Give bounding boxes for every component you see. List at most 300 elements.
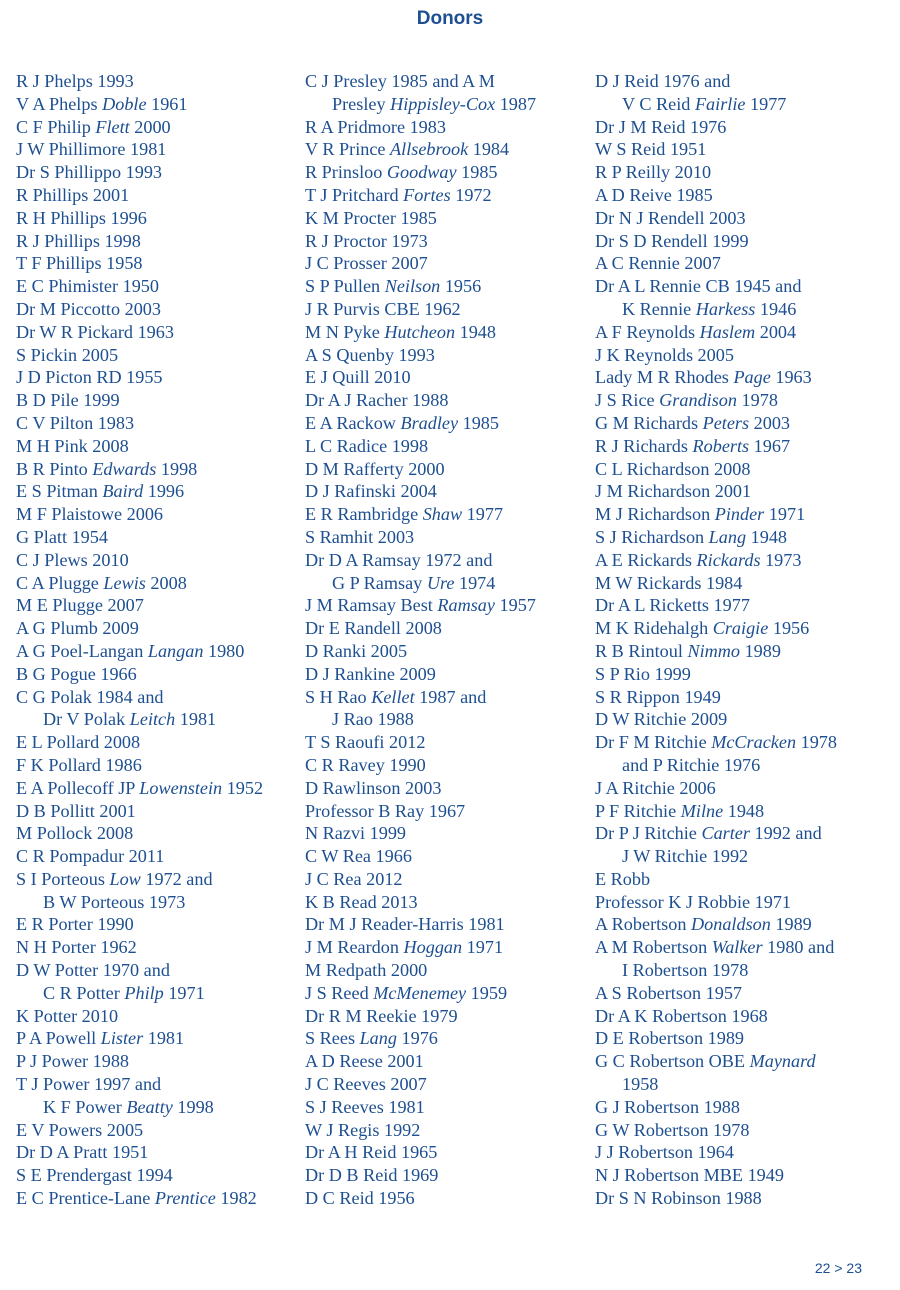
donor-text: M H Pink 2008 xyxy=(16,435,129,456)
donor-entry xyxy=(16,913,301,936)
maiden-name: Baird xyxy=(102,481,144,502)
donor-text: P F Ritchie xyxy=(595,800,681,821)
donor-text: G J Robertson 1988 xyxy=(595,1096,740,1117)
donor-text: N Razvi 1999 xyxy=(305,823,407,844)
donor-entry-continuation xyxy=(595,959,880,982)
donor-text: A C Rennie 2007 xyxy=(595,253,721,274)
donor-text: E Robb xyxy=(595,868,651,889)
donor-entry xyxy=(305,754,590,777)
maiden-name: Flett xyxy=(95,116,130,137)
donor-text: 1963 xyxy=(770,367,812,388)
donor-entry xyxy=(595,982,880,1005)
donor-entry xyxy=(16,207,301,230)
donor-entry xyxy=(595,936,880,959)
maiden-name: Nimmo xyxy=(687,640,741,661)
donor-text: 1977 xyxy=(462,504,504,525)
donor-text: E V Powers 2005 xyxy=(16,1119,144,1140)
maiden-name: Low xyxy=(109,868,141,889)
donor-text: V R Prince xyxy=(305,139,391,160)
donor-entry xyxy=(16,594,301,617)
donor-entry xyxy=(305,480,590,503)
donor-text: M Redpath 2000 xyxy=(305,960,428,981)
maiden-name: Kellet xyxy=(371,686,415,707)
donor-text: 1961 xyxy=(146,93,188,114)
donor-text: 1946 xyxy=(755,298,797,319)
donor-entry xyxy=(305,731,590,754)
maiden-name: Maynard xyxy=(749,1051,816,1072)
donor-text: R P Reilly 2010 xyxy=(595,162,712,183)
donor-text: M Pollock 2008 xyxy=(16,823,134,844)
donor-entry xyxy=(16,1187,301,1210)
donor-text: S J Richardson xyxy=(595,526,709,547)
maiden-name: Rickards xyxy=(696,549,761,570)
donor-text: Dr M Piccotto 2003 xyxy=(16,298,161,319)
donor-entry xyxy=(595,503,880,526)
donor-text: W S Reid 1951 xyxy=(595,139,707,160)
donor-entry xyxy=(595,366,880,389)
donor-text: E S Pitman xyxy=(16,481,103,502)
donor-entry xyxy=(305,458,590,481)
donor-text: J R Purvis CBE 1962 xyxy=(305,298,461,319)
donor-column-1 xyxy=(16,70,301,1210)
donor-entry-continuation xyxy=(16,708,301,731)
maiden-name: Edwards xyxy=(92,458,157,479)
maiden-name: Allsebrook xyxy=(390,139,469,160)
donor-text: J M Ramsay Best xyxy=(305,595,438,616)
donor-text: Dr V Polak xyxy=(43,709,130,730)
donor-text: 1978 xyxy=(796,732,837,753)
donor-text: S J Reeves 1981 xyxy=(305,1096,425,1117)
donor-entry-continuation xyxy=(305,572,590,595)
donor-text: 1956 xyxy=(440,276,482,297)
donor-entry xyxy=(305,503,590,526)
donor-text: C A Plugge xyxy=(16,572,104,593)
donor-text: 2000 xyxy=(129,116,171,137)
donor-text: B R Pinto xyxy=(16,458,93,479)
donor-entry xyxy=(595,549,880,572)
donor-text: S H Rao xyxy=(305,686,372,707)
donor-text: B W Porteous 1973 xyxy=(43,891,186,912)
donor-text: J K Reynolds 2005 xyxy=(595,344,734,365)
donor-entry xyxy=(595,435,880,458)
donor-entry xyxy=(305,868,590,891)
maiden-name: Ure xyxy=(426,572,455,593)
donor-entry xyxy=(16,275,301,298)
donor-entry xyxy=(305,275,590,298)
donor-entry xyxy=(16,252,301,275)
donor-entry xyxy=(595,480,880,503)
donor-text: 1974 xyxy=(454,572,496,593)
donor-text: Dr S D Rendell 1999 xyxy=(595,230,749,251)
donor-text: J J Robertson 1964 xyxy=(595,1142,734,1163)
donor-text: A G Plumb 2009 xyxy=(16,618,139,639)
donor-text: C J Presley 1985 and A M xyxy=(305,71,495,91)
donor-text: R H Phillips 1996 xyxy=(16,207,147,228)
donor-entry xyxy=(595,1141,880,1164)
donor-entry xyxy=(305,686,590,709)
donor-entry xyxy=(595,640,880,663)
donor-entry xyxy=(16,1073,301,1096)
donor-entry xyxy=(16,526,301,549)
donor-text: 1989 xyxy=(740,640,781,661)
maiden-name: Shaw xyxy=(422,504,463,525)
maiden-name: McMenemey xyxy=(373,982,467,1003)
donor-text: V C Reid xyxy=(622,93,695,114)
donor-entry xyxy=(305,549,590,572)
donor-text: J C Rea 2012 xyxy=(305,868,403,889)
donor-text: C L Richardson 2008 xyxy=(595,458,751,479)
donor-text: C W Rea 1966 xyxy=(305,846,412,867)
donor-entry xyxy=(595,321,880,344)
donor-entry xyxy=(16,161,301,184)
donor-entry xyxy=(16,1005,301,1028)
donor-entry xyxy=(595,184,880,207)
donor-text: F K Pollard 1986 xyxy=(16,754,142,775)
donor-entry xyxy=(595,138,880,161)
donor-text: Dr J M Reid 1976 xyxy=(595,116,727,137)
donor-text: J S Rice xyxy=(595,390,660,411)
donor-entry xyxy=(16,549,301,572)
maiden-name: Walker xyxy=(711,937,763,958)
maiden-name: Harkess xyxy=(695,298,756,319)
donor-text: 1985 xyxy=(456,162,498,183)
donor-entry xyxy=(16,344,301,367)
donor-text: Dr E Randell 2008 xyxy=(305,618,442,639)
donor-text: Dr M J Reader-Harris 1981 xyxy=(305,914,505,935)
donor-text: E L Pollard 2008 xyxy=(16,732,141,753)
donor-text: R J Phillips 1998 xyxy=(16,230,141,251)
donor-text: C J Plews 2010 xyxy=(16,549,129,570)
donor-entry xyxy=(595,161,880,184)
donor-entry xyxy=(16,70,301,93)
donor-entry xyxy=(305,822,590,845)
donor-entry xyxy=(305,435,590,458)
donor-entry xyxy=(305,138,590,161)
donor-entry xyxy=(16,868,301,891)
donor-text: S P Pullen xyxy=(305,276,385,297)
donor-entry xyxy=(16,754,301,777)
donor-text: 1948 xyxy=(723,800,765,821)
donor-text: Professor K J Robbie 1971 xyxy=(595,891,792,912)
donor-text: Dr A L Rennie CB 1945 and xyxy=(595,276,802,297)
donor-text: 1971 xyxy=(764,504,806,525)
maiden-name: Donaldson xyxy=(691,914,771,935)
donor-text: D E Robertson 1989 xyxy=(595,1028,745,1049)
donor-text: T J Power 1997 and xyxy=(16,1074,162,1095)
donor-text: Dr S Phillippo 1993 xyxy=(16,162,163,183)
donor-entry xyxy=(16,298,301,321)
donor-entry xyxy=(595,275,880,298)
donor-text: K Potter 2010 xyxy=(16,1005,119,1026)
donor-entry xyxy=(595,1027,880,1050)
maiden-name: Bradley xyxy=(400,412,459,433)
donor-entry xyxy=(305,1050,590,1073)
donor-entry-continuation xyxy=(595,754,880,777)
donor-entry xyxy=(305,913,590,936)
maiden-name: Doble xyxy=(102,93,147,114)
donor-text: Dr D B Reid 1969 xyxy=(305,1165,439,1186)
donor-text: Dr A L Ricketts 1977 xyxy=(595,595,750,616)
donor-entry xyxy=(595,1050,880,1073)
donor-entry xyxy=(595,663,880,686)
donor-text: A Robertson xyxy=(595,914,691,935)
donor-entry xyxy=(595,913,880,936)
donor-text: S Rees xyxy=(305,1028,360,1049)
donor-entry xyxy=(305,1119,590,1142)
donor-text: M J Richardson xyxy=(595,504,715,525)
donor-text: S Ramhit 2003 xyxy=(305,526,415,547)
donor-text: A S Quenby 1993 xyxy=(305,344,435,365)
donor-text: D J Rankine 2009 xyxy=(305,663,436,684)
donor-text: M F Plaistowe 2006 xyxy=(16,504,164,525)
donor-entry xyxy=(595,822,880,845)
donor-text: 1972 xyxy=(450,184,492,205)
donor-text: 1989 xyxy=(770,914,812,935)
donor-text: 1980 and xyxy=(762,937,835,958)
donor-text: 1992 and xyxy=(749,823,822,844)
donor-text: C R Pompadur 2011 xyxy=(16,846,165,867)
donor-text: R A Pridmore 1983 xyxy=(305,116,446,137)
donor-text: Lady M R Rhodes xyxy=(595,367,734,388)
donor-text: T S Raoufi 2012 xyxy=(305,732,426,753)
donor-entry xyxy=(305,526,590,549)
donor-text: 1980 xyxy=(203,640,245,661)
donor-text: G W Robertson 1978 xyxy=(595,1119,750,1140)
donor-text: D W Potter 1970 and xyxy=(16,960,170,981)
donor-text: 1998 xyxy=(172,1096,214,1117)
donor-entry xyxy=(305,252,590,275)
donor-entry xyxy=(305,230,590,253)
donor-entry xyxy=(595,731,880,754)
donor-text: C F Philip xyxy=(16,116,96,137)
donor-entry xyxy=(16,617,301,640)
donor-entry xyxy=(16,1050,301,1073)
donor-text: P J Power 1988 xyxy=(16,1051,130,1072)
donor-entry xyxy=(595,617,880,640)
maiden-name: Roberts xyxy=(692,435,750,456)
donor-entry-continuation xyxy=(16,982,301,1005)
donor-text: 1958 xyxy=(622,1074,659,1095)
donor-text: 1956 xyxy=(768,618,810,639)
donor-entry xyxy=(16,435,301,458)
donor-entry xyxy=(16,366,301,389)
donor-entry xyxy=(16,959,301,982)
donor-text: J C Reeves 2007 xyxy=(305,1074,427,1095)
donor-entry xyxy=(305,1096,590,1119)
donor-text: Dr A H Reid 1965 xyxy=(305,1142,438,1163)
donor-text: R J Proctor 1973 xyxy=(305,230,428,251)
donor-text: G C Robertson OBE xyxy=(595,1051,750,1072)
donor-entry xyxy=(16,412,301,435)
donor-text: E A Pollecoff JP xyxy=(16,777,140,798)
donor-entry xyxy=(305,663,590,686)
donor-text: M K Ridehalgh xyxy=(595,618,713,639)
donor-text: D C Reid 1956 xyxy=(305,1188,415,1209)
donor-entry xyxy=(16,138,301,161)
donor-text: 1967 xyxy=(749,435,791,456)
donor-text: M W Rickards 1984 xyxy=(595,572,743,593)
maiden-name: Langan xyxy=(147,640,204,661)
donor-text: K Rennie xyxy=(622,298,696,319)
donor-text: D M Rafferty 2000 xyxy=(305,458,445,479)
donor-text: E J Quill 2010 xyxy=(305,367,411,388)
donor-text: 2004 xyxy=(755,321,797,342)
donor-entry xyxy=(16,686,301,709)
donor-text: W J Regis 1992 xyxy=(305,1119,421,1140)
donor-entry xyxy=(16,1119,301,1142)
donor-text: 1984 xyxy=(468,139,510,160)
donor-entry-continuation xyxy=(16,891,301,914)
donor-entry xyxy=(305,1141,590,1164)
donor-text: E R Porter 1990 xyxy=(16,914,134,935)
donor-text: 1981 xyxy=(175,709,217,730)
donor-entry-continuation xyxy=(305,93,590,116)
donor-text: Dr F M Ritchie xyxy=(595,732,712,753)
donor-entry xyxy=(305,184,590,207)
donor-text: R Prinsloo xyxy=(305,162,387,183)
donor-text: Dr R M Reekie 1979 xyxy=(305,1005,458,1026)
donor-entry xyxy=(595,526,880,549)
donor-text: 1981 xyxy=(143,1028,185,1049)
donor-entry xyxy=(305,70,590,93)
donor-text: 1998 xyxy=(156,458,198,479)
donor-entry-continuation xyxy=(595,298,880,321)
donor-text: 1959 xyxy=(466,982,508,1003)
donor-text: S I Porteous xyxy=(16,868,110,889)
maiden-name: Pinder xyxy=(714,504,765,525)
donor-entry xyxy=(16,503,301,526)
maiden-name: Lang xyxy=(708,526,747,547)
donor-text: J M Reardon xyxy=(305,937,404,958)
donor-text: Dr D A Ramsay 1972 and xyxy=(305,549,493,570)
maiden-name: Goodway xyxy=(386,162,457,183)
donor-text: J Rao 1988 xyxy=(332,709,414,730)
donor-entry xyxy=(595,868,880,891)
donor-text: E A Rackow xyxy=(305,412,401,433)
donor-text: D J Rafinski 2004 xyxy=(305,481,437,502)
donor-text: C R Potter xyxy=(43,982,125,1003)
donor-entry xyxy=(305,1073,590,1096)
donor-entry xyxy=(595,777,880,800)
donor-entry xyxy=(305,982,590,1005)
donor-entry xyxy=(305,617,590,640)
donor-entry xyxy=(305,959,590,982)
donor-entry xyxy=(305,366,590,389)
maiden-name: Hutcheon xyxy=(384,321,456,342)
donor-entry xyxy=(305,116,590,139)
donor-text: S R Rippon 1949 xyxy=(595,686,721,707)
donor-entry-continuation xyxy=(595,93,880,116)
donor-entry xyxy=(595,252,880,275)
donor-entry xyxy=(595,412,880,435)
donor-entry xyxy=(595,458,880,481)
maiden-name: Page xyxy=(733,367,771,388)
donor-text: J D Picton RD 1955 xyxy=(16,367,163,388)
donor-text: Dr W R Pickard 1963 xyxy=(16,321,174,342)
maiden-name: Ramsay xyxy=(437,595,495,616)
maiden-name: Fairlie xyxy=(694,93,746,114)
donor-text: Dr N J Rendell 2003 xyxy=(595,207,746,228)
donor-entry xyxy=(16,458,301,481)
donor-entry xyxy=(595,230,880,253)
donor-entry xyxy=(16,1027,301,1050)
donor-entry xyxy=(595,1164,880,1187)
donor-text: G P Ramsay xyxy=(332,572,427,593)
donor-text: 1987 xyxy=(495,93,537,114)
donor-text: E C Phimister 1950 xyxy=(16,276,159,297)
donor-text: 1957 xyxy=(494,595,536,616)
donor-text: Dr P J Ritchie xyxy=(595,823,702,844)
donor-text: C R Ravey 1990 xyxy=(305,754,426,775)
maiden-name: Lowenstein xyxy=(139,777,223,798)
donor-entry xyxy=(595,572,880,595)
maiden-name: Peters xyxy=(702,412,750,433)
donor-text: L C Radice 1998 xyxy=(305,435,429,456)
donor-text: 1978 xyxy=(736,390,778,411)
donor-text: R Phillips 2001 xyxy=(16,184,130,205)
donor-entry xyxy=(16,389,301,412)
donor-entry xyxy=(305,594,590,617)
donor-entry xyxy=(595,1096,880,1119)
donor-text: K F Power xyxy=(43,1096,127,1117)
donor-text: 1952 xyxy=(222,777,264,798)
donor-text: I Robertson 1978 xyxy=(622,960,749,981)
donor-text: J W Ritchie 1992 xyxy=(622,846,749,867)
donor-entry-continuation xyxy=(595,1073,880,1096)
donor-entry xyxy=(16,184,301,207)
donor-text: 2003 xyxy=(749,412,790,433)
donor-entry xyxy=(16,845,301,868)
donor-text: B G Pogue 1966 xyxy=(16,663,137,684)
donor-text: 2008 xyxy=(145,572,187,593)
maiden-name: Lang xyxy=(359,1028,397,1049)
donor-text: D B Pollitt 2001 xyxy=(16,800,136,821)
page-number: 22 > 23 xyxy=(814,1260,862,1276)
donor-text: 1971 xyxy=(163,982,205,1003)
donor-text: A G Poel-Langan xyxy=(16,640,148,661)
donor-entry xyxy=(595,1187,880,1210)
donor-text: 1948 xyxy=(746,526,787,547)
donor-entry xyxy=(305,389,590,412)
donor-text: 1948 xyxy=(455,321,496,342)
donor-entry xyxy=(16,321,301,344)
donor-entry xyxy=(16,230,301,253)
donor-entry xyxy=(16,800,301,823)
donor-entry xyxy=(595,686,880,709)
donor-entry xyxy=(305,1164,590,1187)
donor-text: Dr A J Racher 1988 xyxy=(305,390,449,411)
donor-entry xyxy=(16,1141,301,1164)
donor-entry xyxy=(305,321,590,344)
donor-text: R B Rintoul xyxy=(595,640,688,661)
donor-entry xyxy=(16,1164,301,1187)
donor-text: R J Phelps 1993 xyxy=(16,71,134,91)
donor-text: D W Ritchie 2009 xyxy=(595,709,728,730)
page-title: Donors xyxy=(416,8,484,29)
donor-text: 1971 xyxy=(462,937,504,958)
donor-text: B D Pile 1999 xyxy=(16,390,120,411)
donor-text: 1996 xyxy=(143,481,185,502)
donor-text: A S Robertson 1957 xyxy=(595,982,743,1003)
donor-entry xyxy=(595,594,880,617)
donor-entry xyxy=(595,891,880,914)
donor-text: G M Richards xyxy=(595,412,703,433)
maiden-name: Milne xyxy=(680,800,724,821)
maiden-name: Lewis xyxy=(103,572,146,593)
donor-text: J M Richardson 2001 xyxy=(595,481,752,502)
donor-column-3 xyxy=(595,70,880,1210)
donor-text: V A Phelps xyxy=(16,93,103,114)
